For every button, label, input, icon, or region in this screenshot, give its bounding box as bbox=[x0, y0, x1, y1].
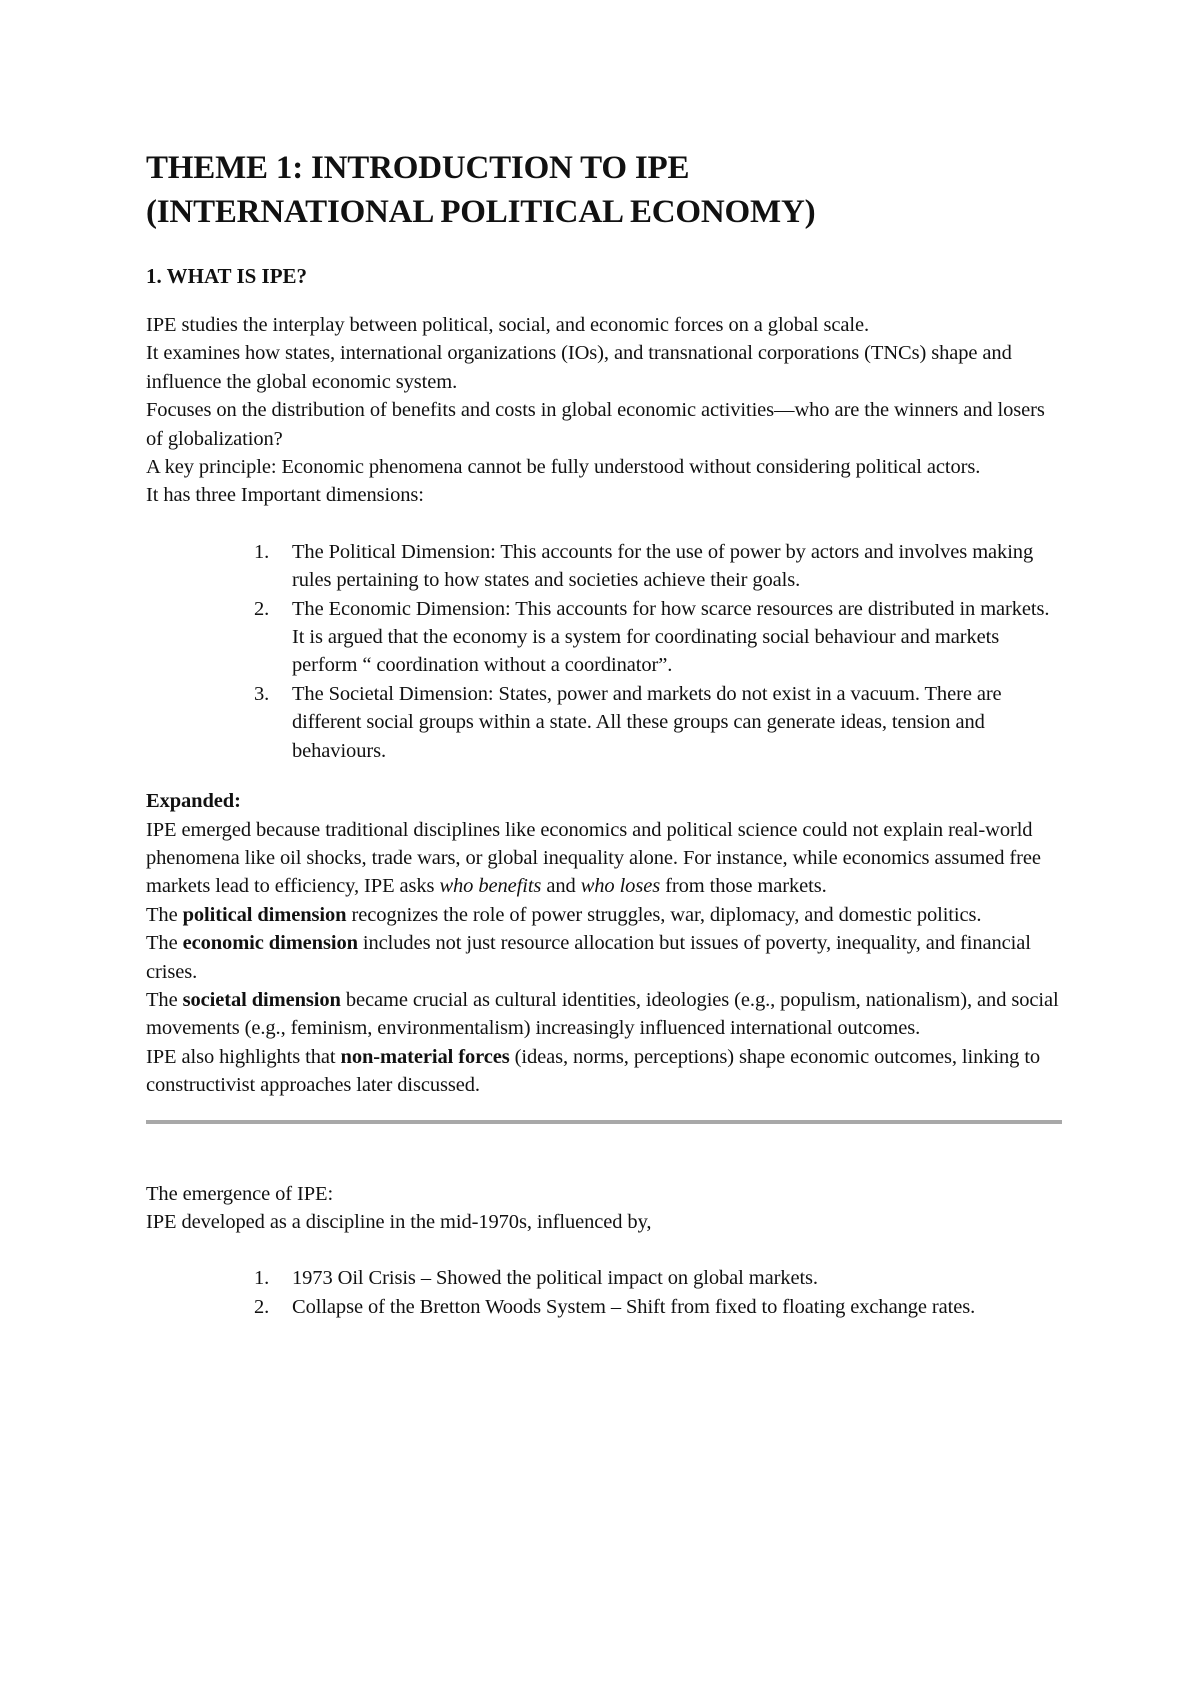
document-content bbox=[146, 146, 1066, 1321]
document-title bbox=[146, 146, 1066, 234]
emergence-intro: IPE developed as a discipline in the mid-1970s, influenced by, bbox=[146, 1210, 652, 1233]
list-number: 2. bbox=[254, 597, 270, 620]
list-number: 2. bbox=[254, 1295, 270, 1318]
section-heading-what-is-ipe: 1. WHAT IS IPE? bbox=[146, 264, 308, 288]
list-item bbox=[254, 1293, 1066, 1321]
emergence-section bbox=[146, 1180, 1066, 1322]
list-item-text: The Societal Dimension: States, power and markets do not exist in a vacuum. There are different social groups within a state. All these groups can generate ideas, tension and behaviours. bbox=[292, 682, 1002, 762]
list-item-text: 1973 Oil Crisis – Showed the political impact on global markets. bbox=[292, 1267, 818, 1290]
list-item-text: The Economic Dimension: This accounts for how scarce resources are distributed in markets. It is argued that the economy is a system for coordinating social behaviour and markets perform “ coordination without a coordinator”. bbox=[292, 597, 1050, 677]
horizontal-divider bbox=[146, 1120, 1062, 1124]
expanded-heading: Expanded: bbox=[146, 790, 241, 813]
expanded-paragraph: The political dimension recognizes the role of power struggles, war, diplomacy, and domestic politics. bbox=[146, 903, 982, 926]
intro-paragraph: A key principle: Economic phenomena cannot be fully understood without considering political actors. bbox=[146, 456, 981, 479]
intro-paragraph: Focuses on the distribution of benefits and costs in global economic activities—who are the winners and losers of globalization? bbox=[146, 399, 1045, 450]
intro-paragraphs bbox=[146, 311, 1066, 510]
intro-paragraph: IPE studies the interplay between political, social, and economic forces on a global scale. bbox=[146, 314, 869, 336]
intro-paragraph: It has three Important dimensions: bbox=[146, 484, 424, 507]
emergence-heading: The emergence of IPE: bbox=[146, 1182, 334, 1205]
dimensions-list bbox=[146, 538, 1066, 765]
intro-paragraph: It examines how states, international organizations (IOs), and transnational corporations (TNCs) shape and influence the global economic system. bbox=[146, 342, 1012, 393]
title-line-1: THEME 1: INTRODUCTION TO IPE bbox=[146, 150, 690, 186]
expanded-paragraph: IPE also highlights that non-material forces (ideas, norms, perceptions) shape economic outcomes, linking to constructivist approaches later discussed. bbox=[146, 1045, 1041, 1097]
list-number: 1. bbox=[254, 1267, 270, 1290]
list-item-text: The Political Dimension: This accounts for the use of power by actors and involves making rules pertaining to how states and societies achieve their goals. bbox=[292, 540, 1034, 592]
list-item-text: Collapse of the Bretton Woods System – Shift from fixed to floating exchange rates. bbox=[292, 1295, 976, 1318]
expanded-paragraph: The economic dimension includes not just resource allocation but issues of poverty, inequality, and financial crises. bbox=[146, 932, 1031, 983]
title-line-2: (INTERNATIONAL POLITICAL ECONOMY) bbox=[146, 194, 816, 230]
expanded-paragraph: IPE emerged because traditional disciplines like economics and political science could not explain real-world phenomena like oil shocks, trade wars, or global inequality alone. For instance, while economics assumed free markets lead to efficiency, IPE asks who benefits and who loses from those markets. bbox=[146, 818, 1041, 898]
expanded-section bbox=[146, 787, 1066, 1099]
emergence-list bbox=[146, 1264, 1066, 1321]
expanded-paragraph: The societal dimension became crucial as cultural identities, ideologies (e.g., populism, nationalism), and social movements (e.g., feminism, environmentalism) increasingly influenced international outcomes. bbox=[146, 988, 1059, 1040]
list-item bbox=[254, 595, 1066, 680]
list-number: 3. bbox=[254, 682, 270, 705]
list-item bbox=[254, 680, 1066, 765]
list-number: 1. bbox=[254, 540, 270, 563]
list-item bbox=[254, 538, 1066, 595]
list-item bbox=[254, 1264, 1066, 1292]
